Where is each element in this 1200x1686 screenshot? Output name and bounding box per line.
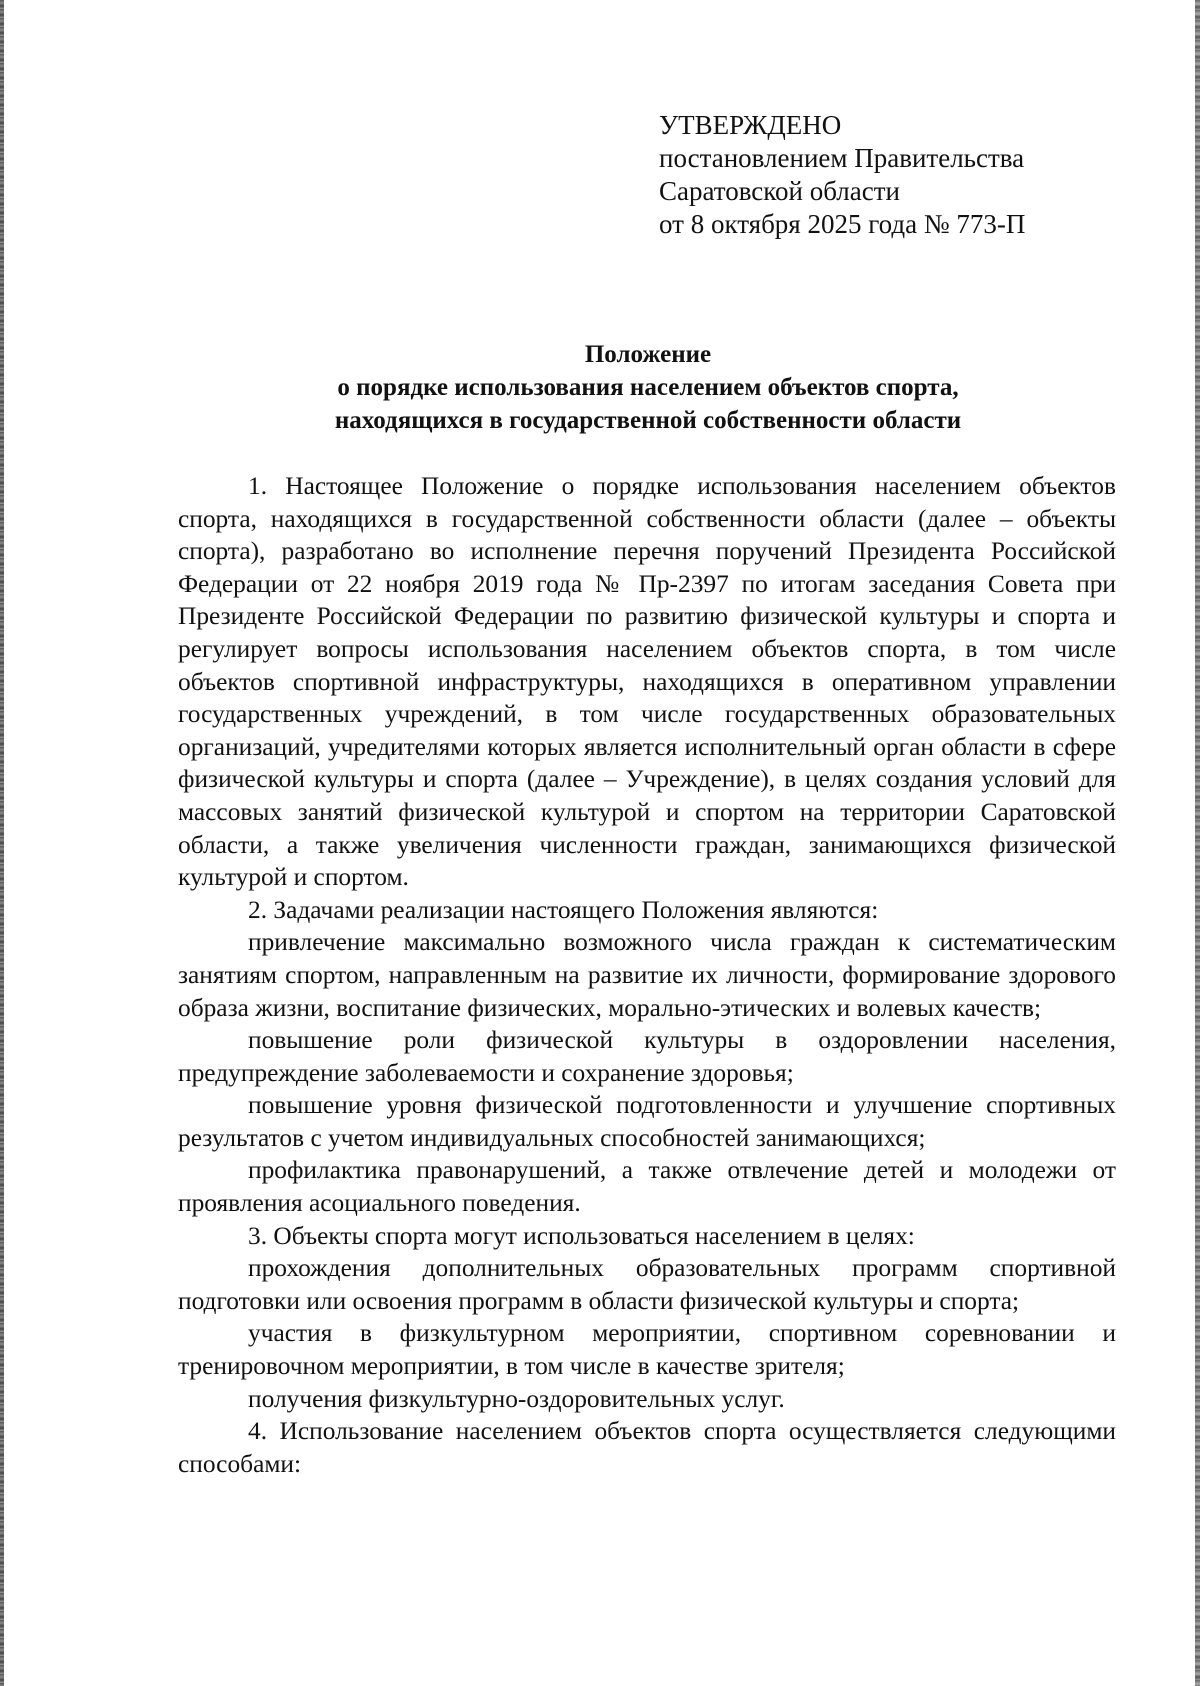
- approval-stamp-block: [659, 109, 1025, 241]
- approval-authority: постановлением Правительства: [659, 143, 1025, 173]
- paragraph-7: 3. Объекты спорта могут использоваться населением в целях:: [248, 1221, 915, 1250]
- paragraph-6: профилактика правонарушений, а также отвлечение детей и молодежи от проявления асоциального поведения.: [178, 1156, 1116, 1218]
- document-title: [178, 338, 1118, 437]
- paragraph-3: привлечение максимально возможного числа граждан к систематическим занятиям спортом, направленным на развитие их личности, формирование здорового образа жизни, воспитание физических, морально-этических и волевых качеств;: [178, 928, 1116, 1022]
- approval-heading: УТВЕРЖДЕНО: [659, 110, 842, 140]
- title-line-1: Положение: [584, 341, 712, 368]
- paragraph-4: повышение роли физической культуры в оздоровлении населения, предупреждение заболеваемости и сохранение здоровья;: [178, 1026, 1116, 1087]
- scan-edge-left: [0, 0, 4, 1686]
- scan-edge-right: [1195, 0, 1200, 1686]
- paragraph-11: 4. Использование населением объектов спорта осуществляется следующими способами:: [178, 1417, 1116, 1478]
- title-line-2: о порядке использования населением объектов спорта,: [337, 374, 959, 401]
- paragraph-8: прохождения дополнительных образовательных программ спортивной подготовки или освоения программ в области физической культуры и спорта;: [178, 1254, 1116, 1315]
- approval-date-number: от 8 октября 2025 года № 773-П: [659, 209, 1026, 239]
- paragraph-10: получения физкультурно-оздоровительных услуг.: [248, 1384, 785, 1413]
- approval-region: Саратовской области: [659, 176, 900, 206]
- paragraph-9: участия в физкультурном мероприятии, спортивном соревновании и тренировочном мероприятии, в том числе в качестве зрителя;: [178, 1319, 1116, 1381]
- paragraph-2: 2. Задачами реализации настоящего Положения являются:: [248, 895, 879, 924]
- title-line-3: находящихся в государственной собственности области: [334, 407, 962, 434]
- paragraph-1: 1. Настоящее Положение о порядке использования населением объектов спорта, находящихся в государственной собственности области (далее – объекты спорта), разработано во исполнение перечня поручений Президента Российской Федерации от 22 ноября 2019 года № Пр-2397 по итогам заседания Совета при Президенте Российской Федерации по развитию физической культуры и спорта и регулирует вопросы использования населением объектов спорта, в том числе объектов спортивной инфраструктуры, находящихся в оперативном управлении государственных учреждений, в том числе государственных образовательных организаций, учредителями которых является исполнительный орган области в сфере физической культуры и спорта (далее – Учреждение), в целях создания условий для массовых занятий физической культурой и спортом на территории Саратовской области, а также увеличения численности граждан, занимающихся физической культурой и спортом.: [178, 472, 1116, 892]
- paragraph-5: повышение уровня физической подготовленности и улучшение спортивных результатов с учетом индивидуальных способностей занимающихся;: [178, 1091, 1116, 1152]
- document-body: [178, 470, 1116, 1480]
